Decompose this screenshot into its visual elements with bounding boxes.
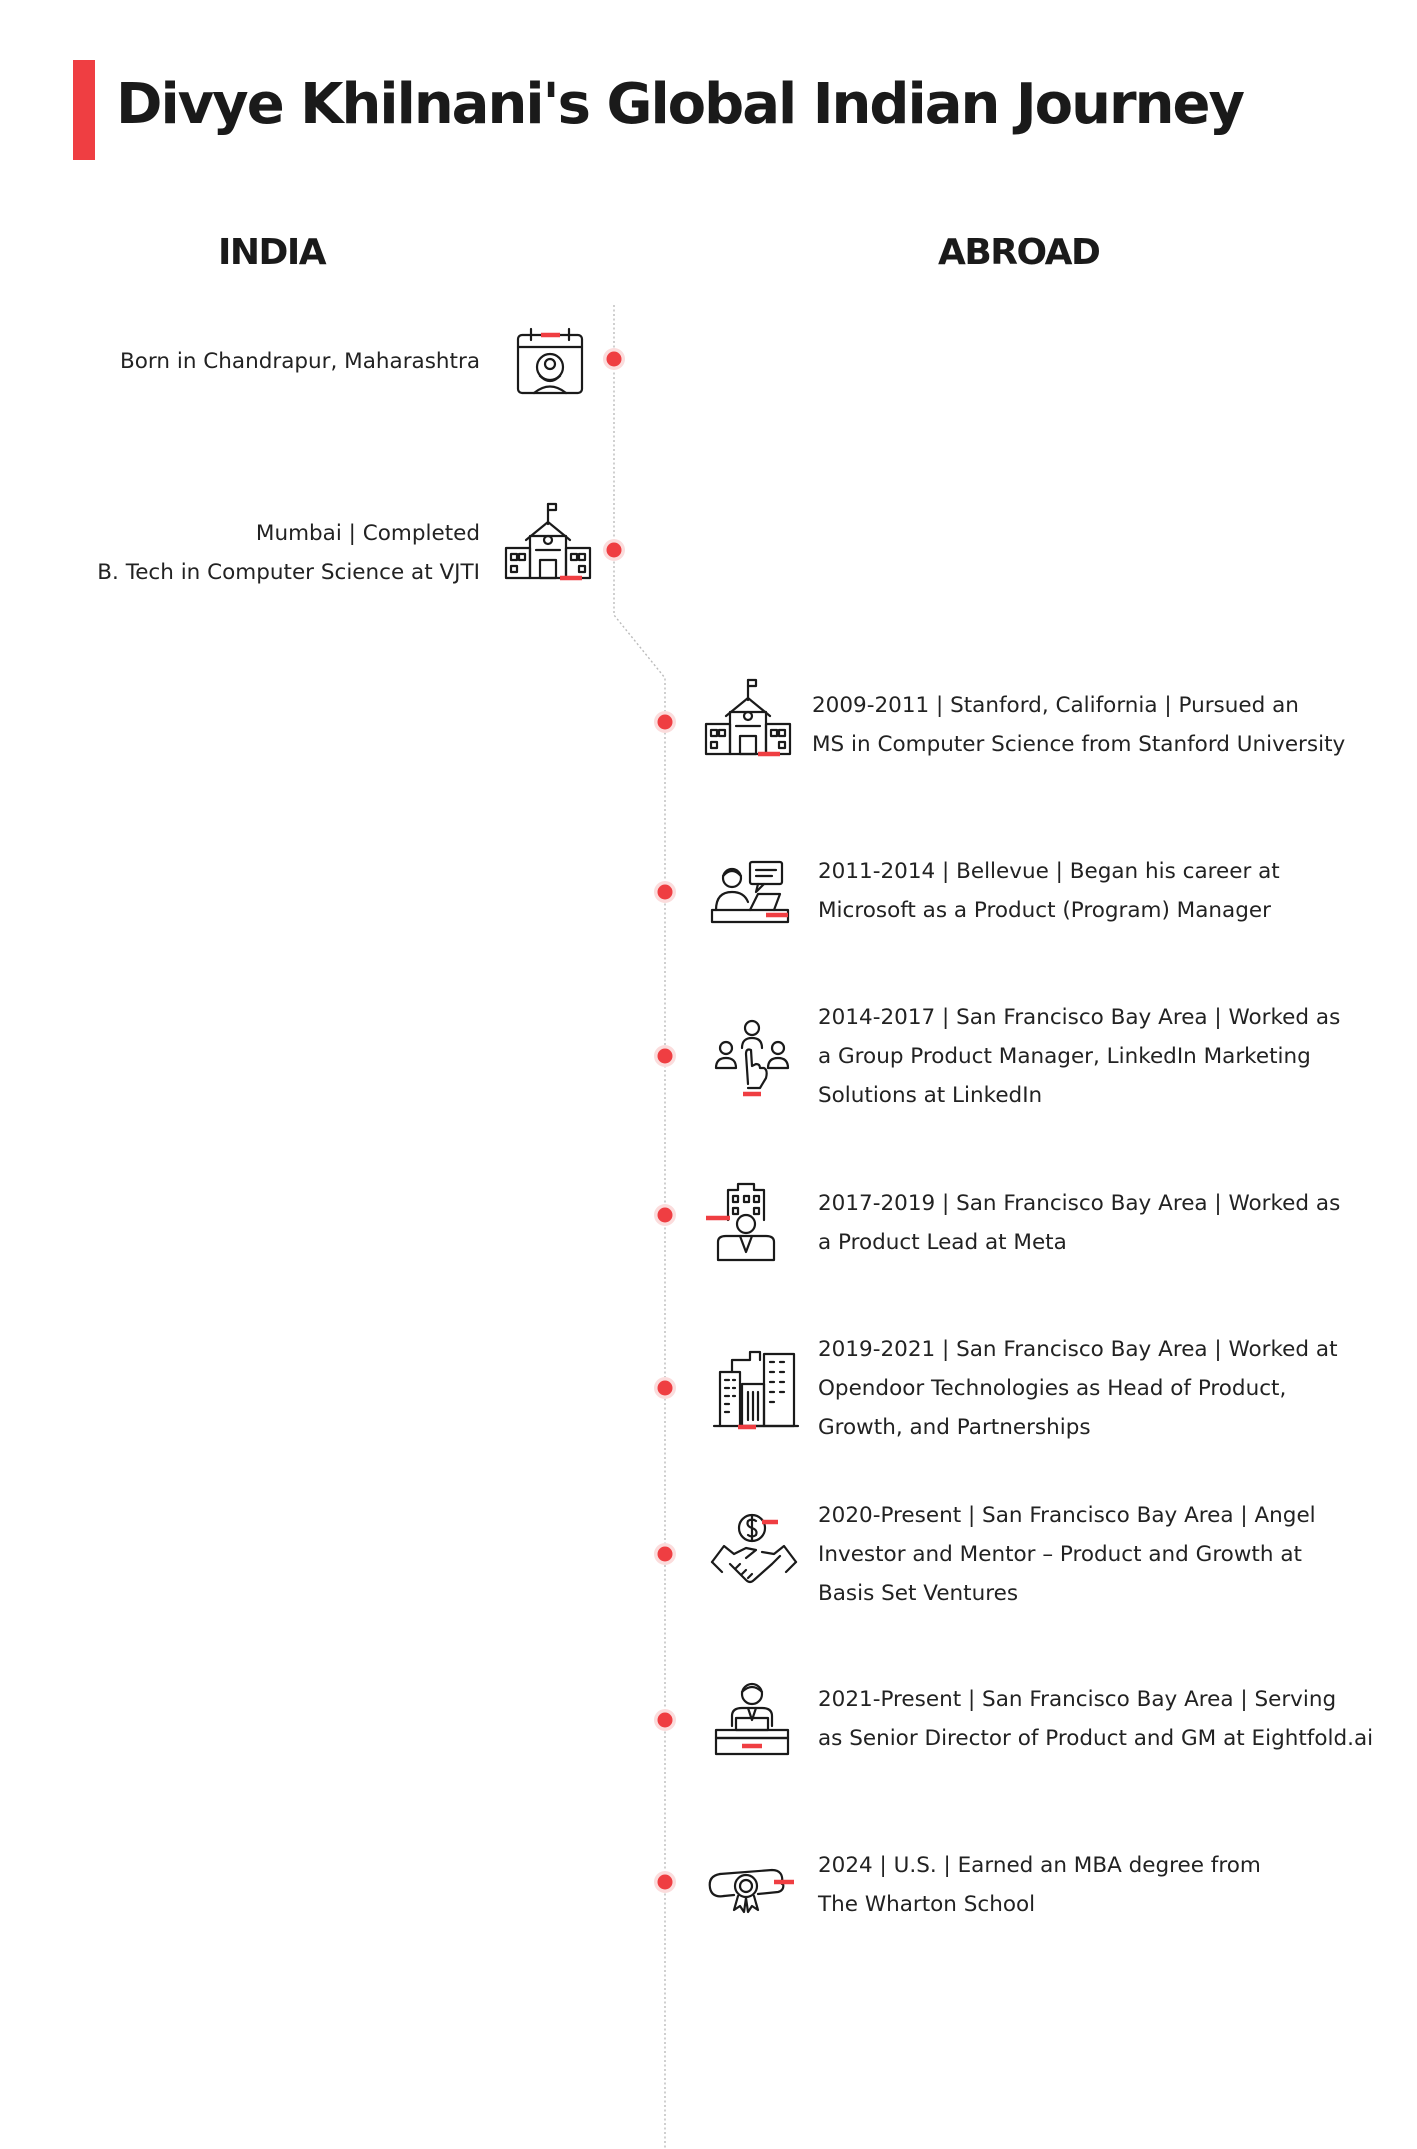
text-line: B. Tech in Computer Science at VJTI bbox=[97, 560, 480, 585]
text-line: 2017-2019 | San Francisco Bay Area | Worked as bbox=[818, 1191, 1341, 1216]
school-building-icon bbox=[498, 496, 590, 588]
diploma-certificate-icon bbox=[700, 1840, 792, 1932]
abroad-milestone-6-text bbox=[818, 1496, 1316, 1613]
timeline-dot bbox=[658, 1713, 673, 1728]
india-milestone-1-text bbox=[120, 342, 480, 381]
text-line: 2011-2014 | Bellevue | Began his career at bbox=[818, 859, 1280, 884]
abroad-milestone-5-text bbox=[818, 1330, 1338, 1447]
text-line: 2024 | U.S. | Earned an MBA degree from bbox=[818, 1853, 1261, 1878]
businessman-building-icon bbox=[700, 1176, 792, 1268]
column-heading-india: INDIA bbox=[218, 232, 326, 273]
abroad-milestone-1-text bbox=[812, 686, 1345, 764]
text-line: Growth, and Partnerships bbox=[818, 1415, 1091, 1440]
text-line: Born in Chandrapur, Maharashtra bbox=[120, 349, 480, 374]
abroad-milestone-4-text bbox=[818, 1184, 1340, 1262]
text-line: a Group Product Manager, LinkedIn Marketing bbox=[818, 1044, 1311, 1069]
abroad-milestone-7-text bbox=[818, 1680, 1373, 1758]
timeline-dot bbox=[658, 1049, 673, 1064]
text-line: 2020-Present | San Francisco Bay Area | Angel bbox=[818, 1503, 1316, 1528]
school-building-icon bbox=[698, 672, 790, 764]
text-line: a Product Lead at Meta bbox=[818, 1230, 1067, 1255]
text-line: as Senior Director of Product and GM at Eightfold.ai bbox=[818, 1726, 1374, 1751]
timeline-dot bbox=[658, 1381, 673, 1396]
text-line: Microsoft as a Product (Program) Manager bbox=[818, 898, 1271, 923]
text-line: 2019-2021 | San Francisco Bay Area | Worked at bbox=[818, 1337, 1338, 1362]
text-line: Mumbai | Completed bbox=[255, 521, 480, 546]
text-line: 2009-2011 | Stanford, California | Pursued an bbox=[812, 693, 1299, 718]
abroad-milestone-3-text bbox=[818, 998, 1340, 1115]
text-line: 2021-Present | San Francisco Bay Area | Serving bbox=[818, 1687, 1337, 1712]
newborn-calendar-icon bbox=[504, 320, 596, 412]
timeline-dot bbox=[607, 352, 622, 367]
text-line: Solutions at LinkedIn bbox=[818, 1083, 1043, 1108]
timeline-dot bbox=[658, 1547, 673, 1562]
page-title: Divye Khilnani's Global Indian Journey bbox=[116, 72, 1243, 137]
timeline-dot bbox=[658, 1208, 673, 1223]
timeline-line bbox=[614, 305, 665, 2149]
timeline-dot bbox=[658, 885, 673, 900]
executive-desk-icon bbox=[706, 1676, 798, 1768]
timeline-dot bbox=[658, 715, 673, 730]
handshake-dollar-icon bbox=[708, 1506, 800, 1598]
timeline-dot bbox=[658, 1875, 673, 1890]
abroad-milestone-2-text bbox=[818, 852, 1280, 930]
office-buildings-icon bbox=[710, 1344, 802, 1436]
person-at-laptop-icon bbox=[704, 848, 796, 940]
text-line: MS in Computer Science from Stanford University bbox=[812, 732, 1346, 757]
india-milestone-2-text bbox=[97, 514, 480, 592]
text-line: Investor and Mentor – Product and Growth at bbox=[818, 1542, 1302, 1567]
text-line: Opendoor Technologies as Head of Product, bbox=[818, 1376, 1287, 1401]
team-selection-icon bbox=[706, 1012, 798, 1104]
text-line: The Wharton School bbox=[818, 1892, 1036, 1917]
text-line: 2014-2017 | San Francisco Bay Area | Worked as bbox=[818, 1005, 1341, 1030]
timeline-dot bbox=[607, 543, 622, 558]
text-line: Basis Set Ventures bbox=[818, 1581, 1019, 1606]
abroad-milestone-8-text bbox=[818, 1846, 1261, 1924]
column-heading-abroad: ABROAD bbox=[938, 232, 1100, 273]
